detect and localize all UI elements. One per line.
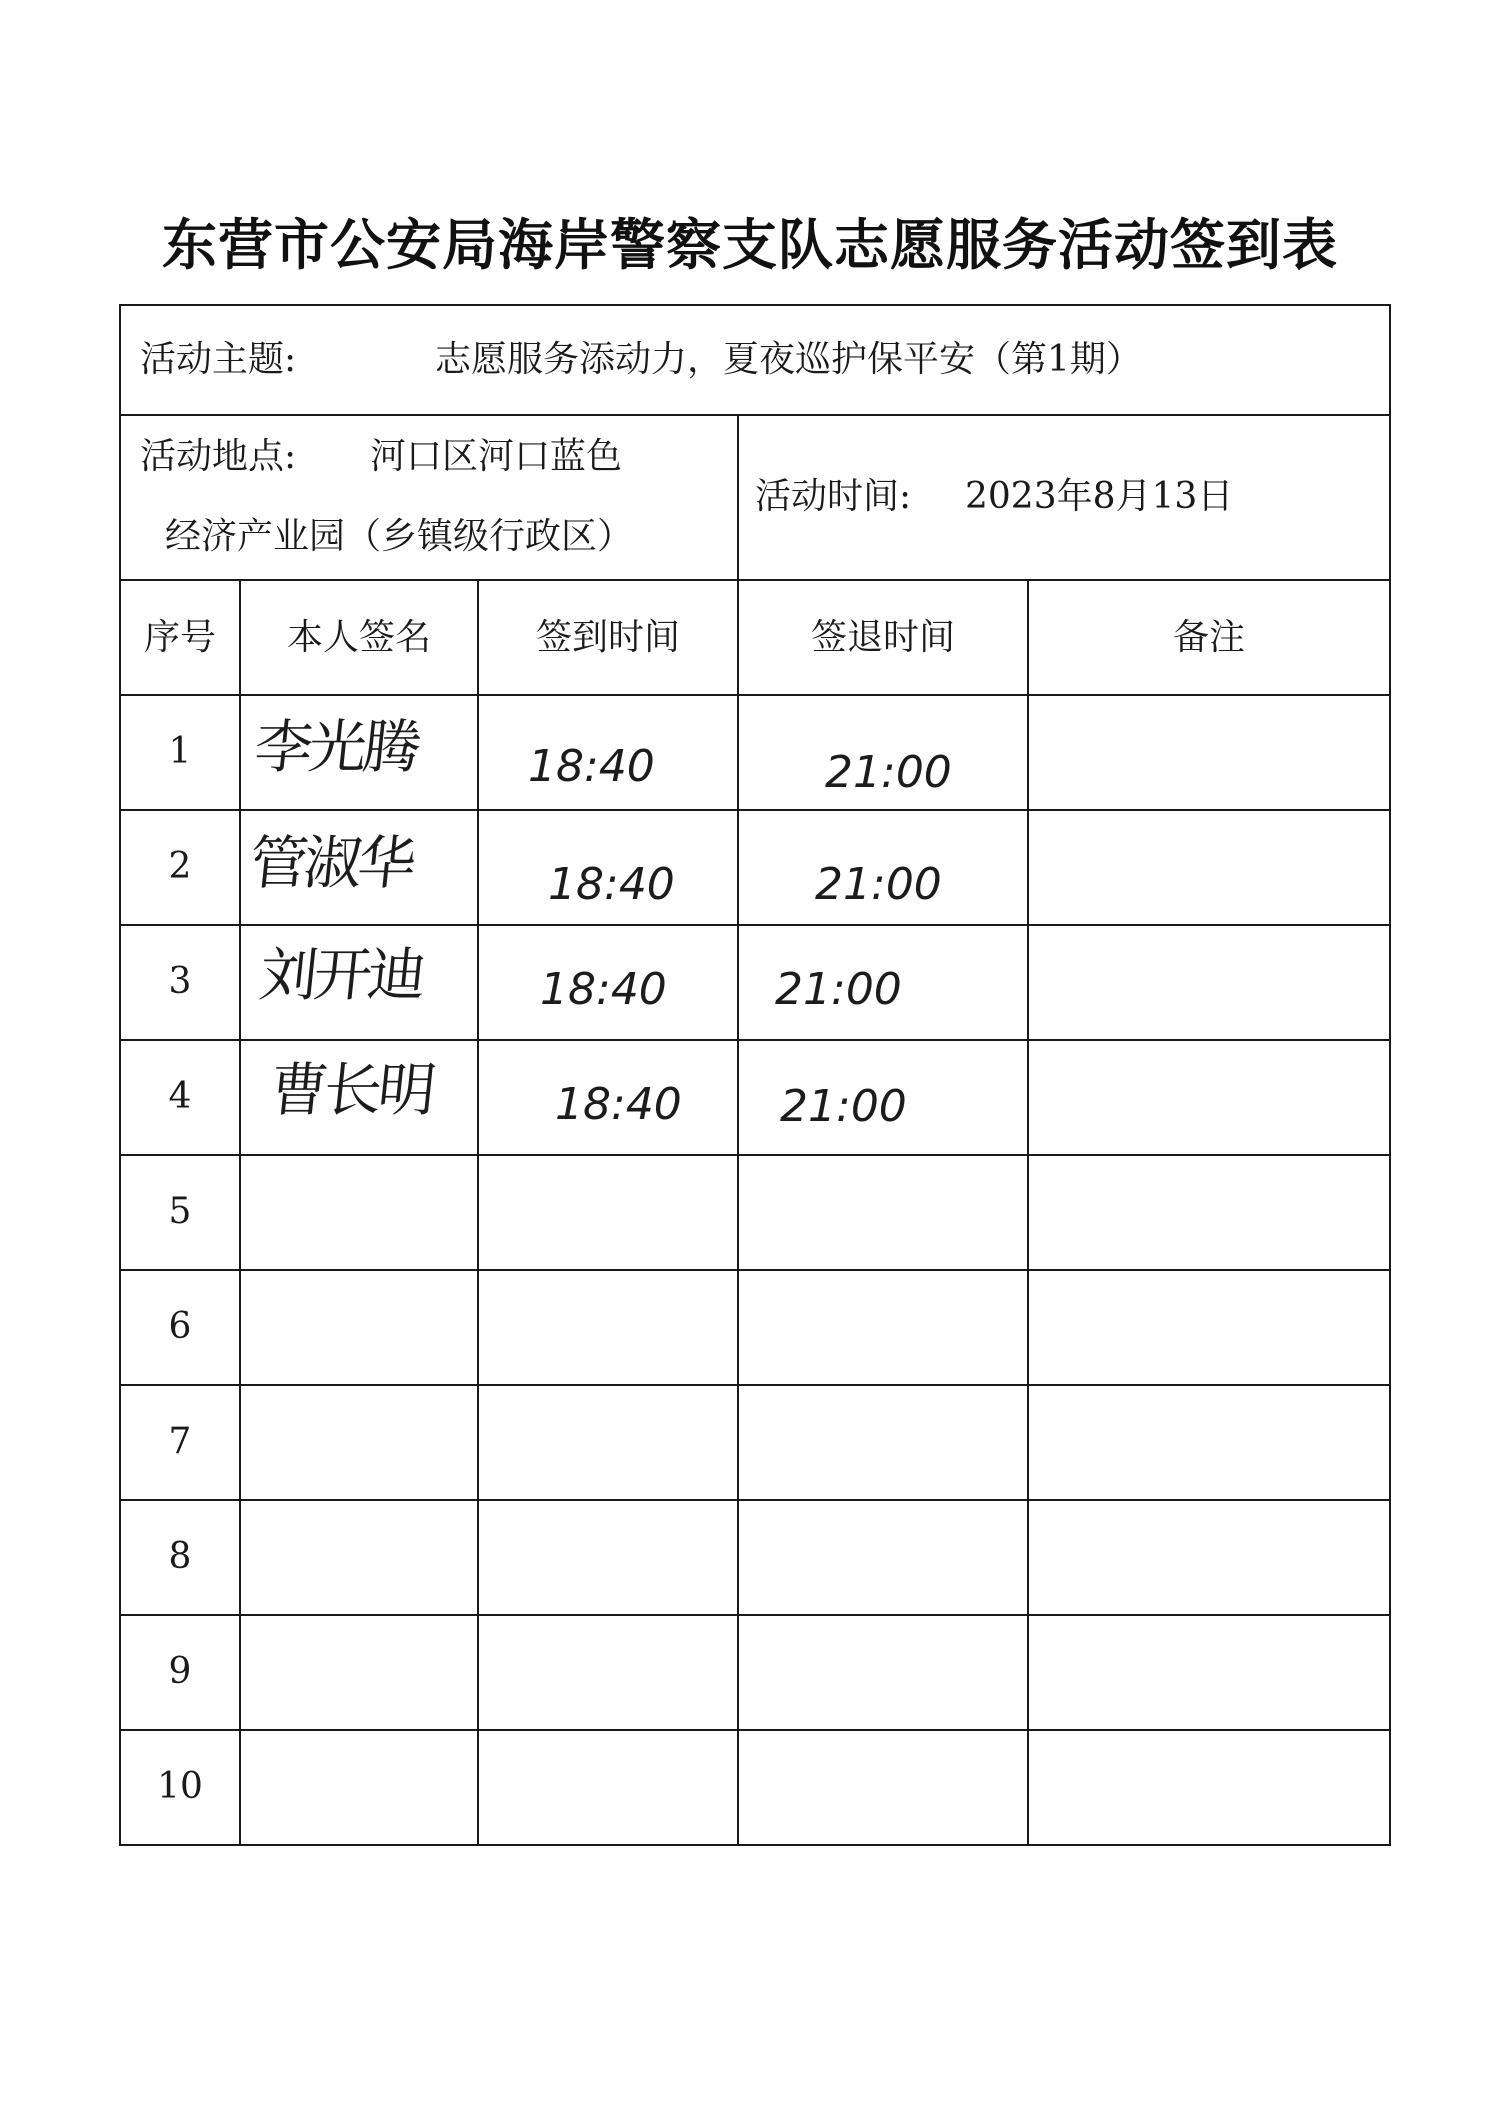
row-number: 3 (168, 961, 192, 1002)
location-line1: 河口区河口蓝色 (370, 436, 623, 477)
time-value: 2023年8月13日 (965, 476, 1234, 517)
sign-out-time-cell: 21:00 (780, 1081, 907, 1132)
location-line2: 经济产业园（乡镇级行政区） (165, 516, 634, 557)
sign-out-time-cell: 21:00 (815, 859, 942, 910)
time-label: 活动时间: (755, 476, 912, 517)
location-label: 活动地点: (140, 436, 297, 477)
signature-cell: 曹长明 (266, 1056, 436, 1124)
row-number: 2 (168, 846, 192, 887)
page-title: 东营市公安局海岸警察支队志愿服务活动签到表 (161, 213, 1338, 277)
sign-in-time-cell: 18:40 (548, 859, 675, 910)
row-number: 6 (168, 1306, 192, 1347)
signature-cell: 管淑华 (246, 829, 416, 897)
row-number: 4 (168, 1076, 192, 1117)
col-header-sign-out-time: 签退时间 (810, 617, 955, 658)
sign-in-time-cell: 18:40 (528, 741, 655, 792)
col-header-number: 序号 (143, 617, 216, 658)
col-header-sign-in-time: 签到时间 (535, 617, 680, 658)
row-number: 8 (168, 1536, 192, 1577)
sign-in-time-cell: 18:40 (555, 1079, 682, 1130)
col-header-signature: 本人签名 (286, 617, 431, 658)
sign-in-time-cell: 18:40 (540, 964, 667, 1015)
theme-value: 志愿服务添动力，夏夜巡护保平安（第1期） (435, 339, 1142, 380)
row-number: 7 (168, 1421, 192, 1462)
row-number: 9 (168, 1651, 192, 1692)
signature-cell: 刘开迪 (256, 941, 426, 1009)
col-header-remarks: 备注 (1172, 617, 1245, 658)
row-number: 1 (168, 731, 192, 772)
theme-label: 活动主题: (140, 339, 297, 380)
sign-out-time-cell: 21:00 (775, 964, 902, 1015)
sign-out-time-cell: 21:00 (825, 747, 952, 798)
row-number: 5 (168, 1191, 192, 1232)
row-number: 10 (157, 1766, 203, 1807)
signature-cell: 李光腾 (251, 713, 421, 781)
